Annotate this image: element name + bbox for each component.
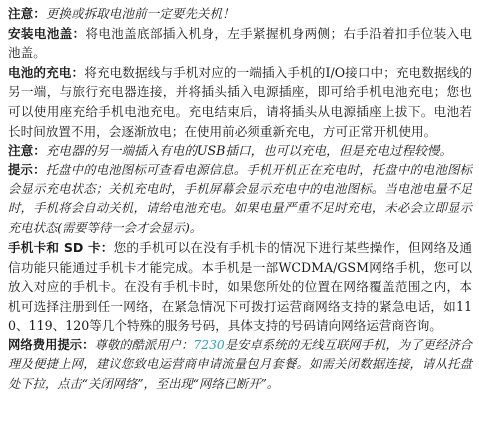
install-battery-text: 将电池盖底部插入机身，左手紧握机身两侧；右手沿着扣手位装入电池盖。 [8,25,473,61]
tip-lead: 提示： [8,162,46,177]
charging-lead: 电池的充电： [8,64,85,80]
sim-sd-lead: 手机卡和 SD 卡： [8,239,114,255]
notice-lead: 注意： [8,6,46,21]
notice-text: 更换或拆取电池前一定要先关机！ [45,6,235,21]
notice-paragraph [8,4,472,24]
sim-sd-text: 您的手机可以在没有手机卡的情况下进行某些操作，但网络及通信功能只能通过手机卡才能完成。本手机是一部WCDMA/GSM网络手机，您可以放入对应的手机卡。在没有手机卡时，如果您所处的位置在网络覆盖范围之内，本机可选择注册到任一网络，在紧急情况下可拨打运营商网络支持的紧急电话，如110、119、120等几个特殊的服务号码，具体支持的号码请向网络运营商咨询。 [8,239,473,334]
charging-notice-lead: 注意： [8,143,46,159]
manual-page [8,4,472,394]
charging-paragraph [8,63,472,141]
charging-notice-text: 充电器的另一端插入有电的USB插口，也可以充电，但是充电过程较慢。 [45,143,453,159]
network-fee-text-after: 是安卓系统的无线互联网手机，为了更经济合理及便捷上网，建议您致电运营商申请流量包月套餐。如需关闭数据连接，请从托盘处下拉，点击“关闭网络”，至出现“网络已断开”。 [8,337,472,391]
tip-paragraph [8,161,472,238]
charging-notice-paragraph [8,141,472,161]
sim-sd-paragraph [8,238,472,336]
network-fee-paragraph [8,336,472,394]
network-fee-lead: 网络费用提示： [8,337,95,352]
install-battery-lead: 安装电池盖： [8,25,86,41]
tip-text: 托盘中的电池图标可查看电源信息。手机开机正在充电时，托盘中的电池图标会显示充电状态；关机充电时，手机屏幕会显示充电中的电池图标。当电池电量不足时，手机将会自动关机，请给电池充电。如果电量严重不足时充电，未必会立即显示充电状态(需要等待一会才会显示)。 [8,162,472,235]
charging-text: 将充电数据线与手机对应的一端插入手机的I/O接口中；充电数据线的另一端，与旅行充电器连接，并将插头插入电源插座，即可给手机电池充电；您也可以使用座充给手机电池充电。充电结束后，请将插头从电源插座上拔下。电池若长时间放置不用，会逐渐放电；在使用前必须重新充电，方可正常开机使用。 [8,64,473,139]
network-fee-text-before: 尊敬的酷派用户： [94,337,194,352]
install-battery-paragraph [8,24,472,63]
phone-model-number: 7230 [193,337,225,352]
